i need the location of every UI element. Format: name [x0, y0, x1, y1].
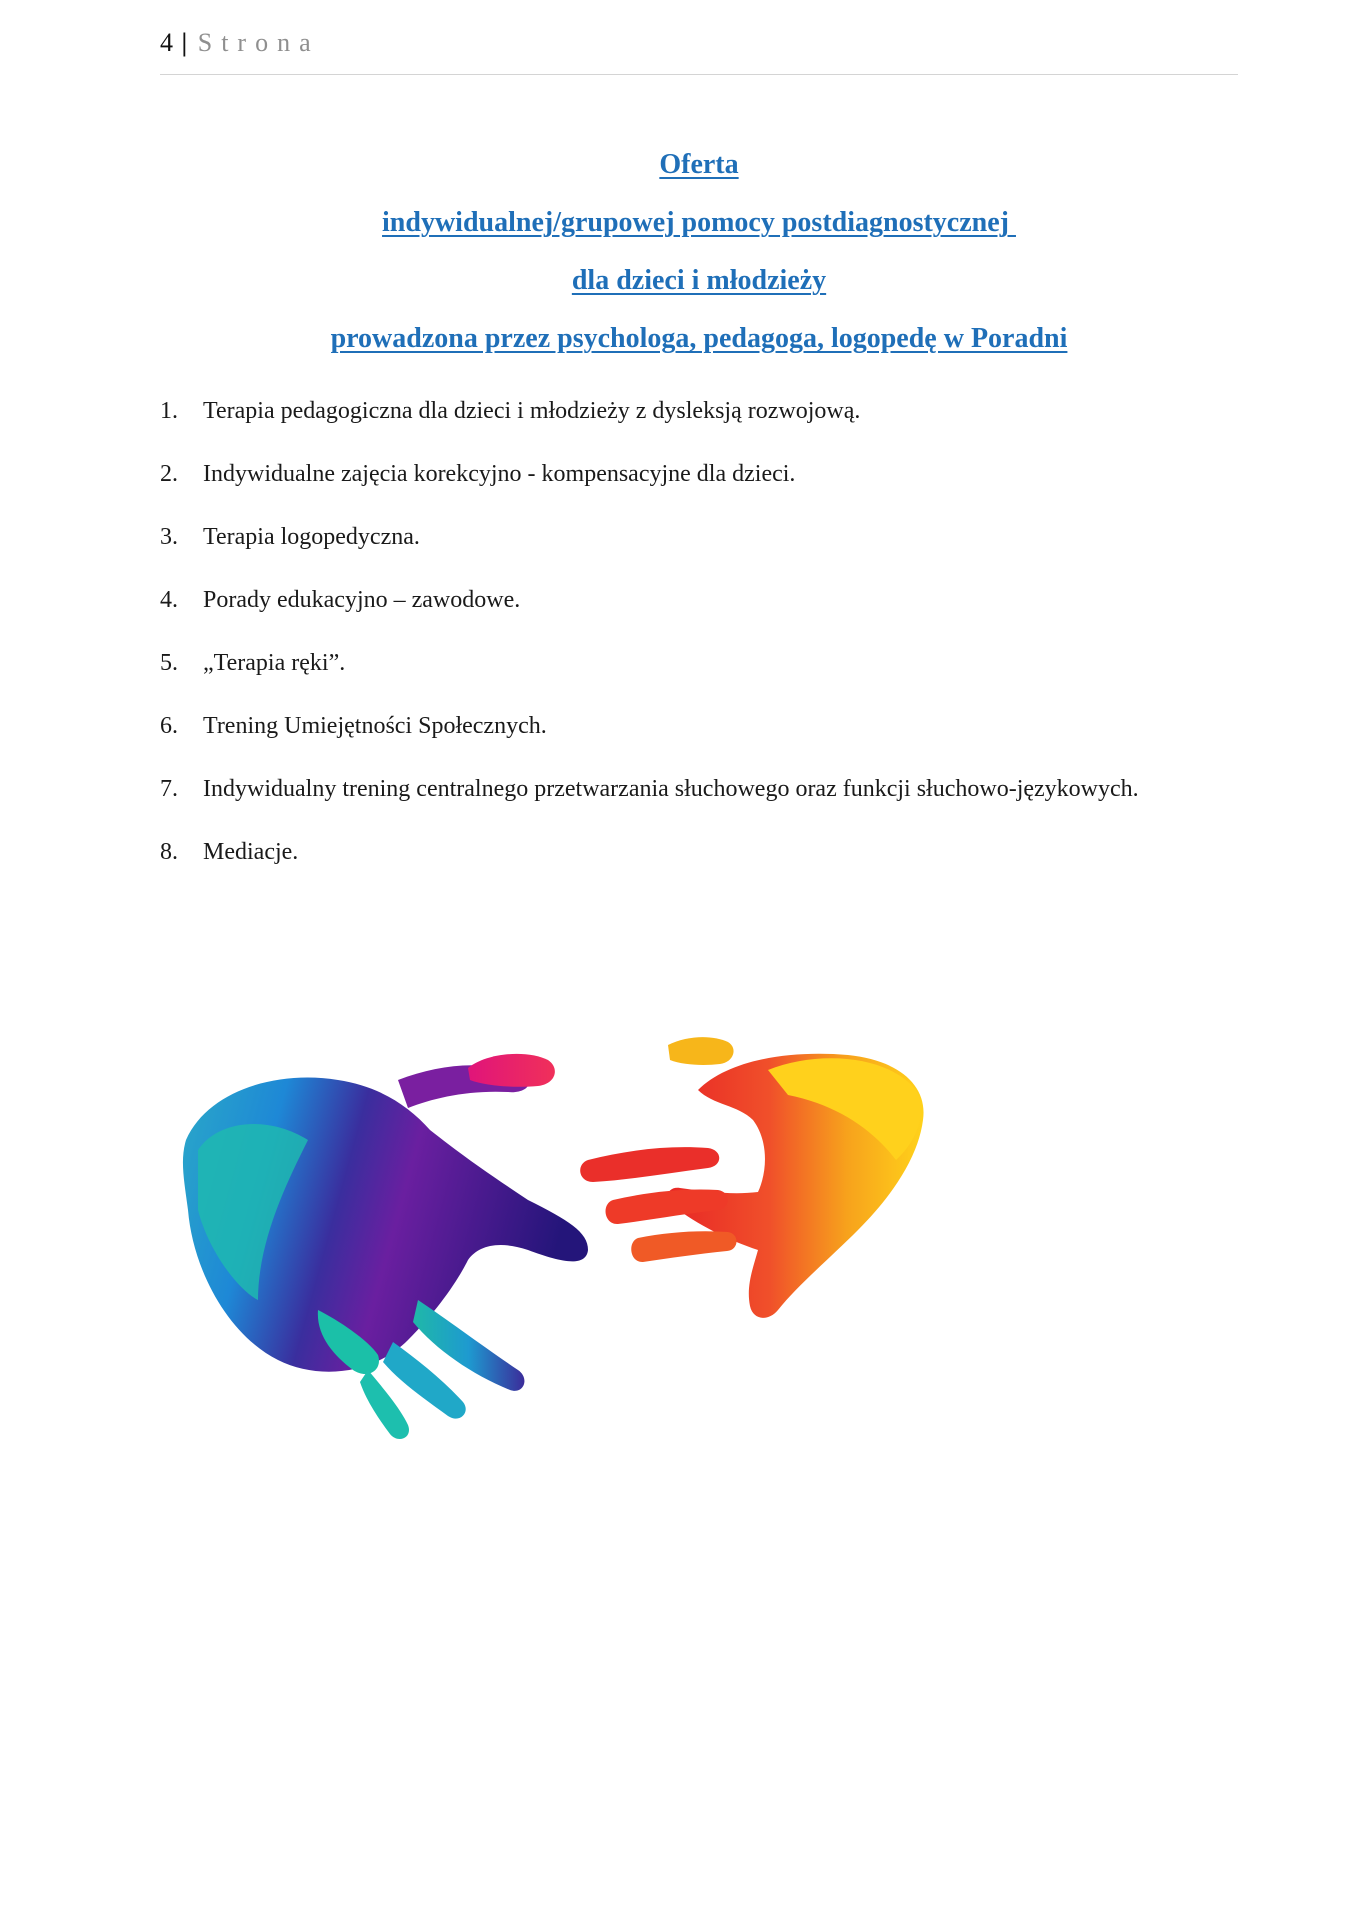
left-hand-icon	[183, 1054, 588, 1439]
right-hand-icon	[580, 1037, 923, 1318]
list-item-number: 8.	[160, 839, 178, 865]
page-header	[160, 26, 1238, 75]
page-word: Strona	[197, 28, 320, 57]
list-item-text: Porady edukacyjno – zawodowe.	[203, 587, 521, 613]
offer-title-block	[160, 136, 1238, 368]
list-item-number: 5.	[160, 650, 178, 676]
list-item	[160, 443, 1238, 506]
title-line: indywidualnej/grupowej pomocy postdiagnostycznej	[382, 207, 1016, 238]
list-item	[160, 506, 1238, 569]
list-item-text: Terapia pedagogiczna dla dzieci i młodzieży z dysleksją rozwojową.	[203, 398, 861, 424]
offer-list	[160, 380, 1238, 884]
list-item-text: „Terapia ręki”.	[203, 650, 346, 676]
list-item-number: 2.	[160, 461, 178, 487]
list-item	[160, 695, 1238, 758]
list-item	[160, 632, 1238, 695]
painted-hands-illustration	[168, 1010, 1088, 1490]
list-item-number: 6.	[160, 713, 178, 739]
list-item-number: 1.	[160, 398, 178, 424]
title-line: Oferta	[659, 149, 739, 180]
page-number: 4	[160, 28, 173, 57]
list-item-number: 7.	[160, 776, 178, 802]
title-line: dla dzieci i młodzieży	[571, 265, 827, 296]
list-item-text: Indywidualny trening centralnego przetwarzania słuchowego oraz funkcji słuchowo-językowych.	[203, 776, 1139, 802]
page-separator: |	[181, 28, 188, 57]
title-line: prowadzona przez psychologa, pedagoga, logopedę w Poradni	[330, 323, 1068, 354]
list-item	[160, 821, 1238, 884]
list-item	[160, 758, 1238, 821]
list-item-number: 4.	[160, 587, 178, 613]
list-item-text: Trening Umiejętności Społecznych.	[203, 713, 547, 739]
list-item-text: Terapia logopedyczna.	[203, 524, 420, 550]
list-item-text: Indywidualne zajęcia korekcyjno - kompensacyjne dla dzieci.	[203, 461, 796, 487]
list-item	[160, 380, 1238, 443]
list-item-number: 3.	[160, 524, 178, 550]
list-item	[160, 569, 1238, 632]
list-item-text: Mediacje.	[203, 839, 299, 865]
